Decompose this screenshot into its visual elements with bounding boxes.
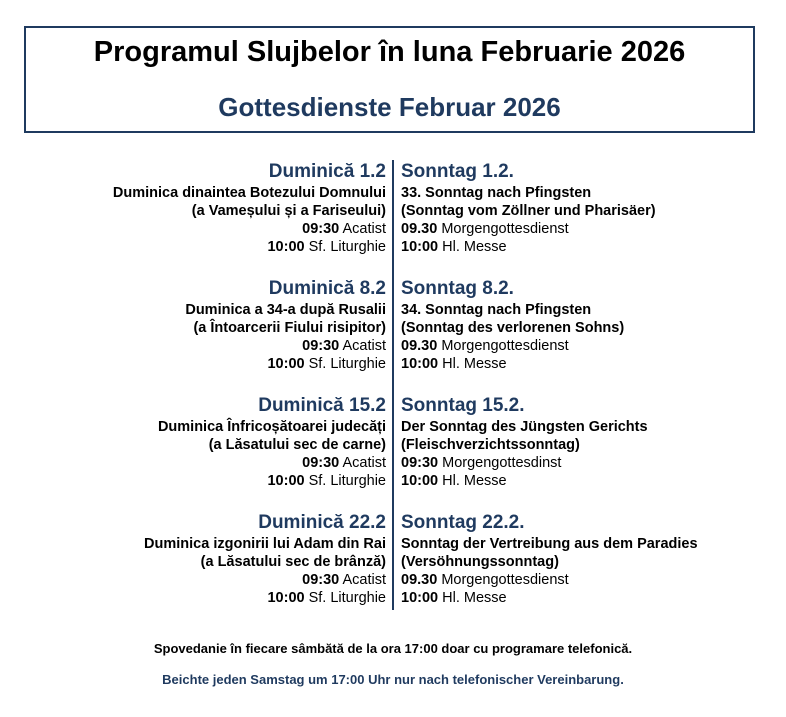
time-line-de — [401, 454, 648, 472]
time-label: Hl. Messe — [438, 590, 507, 606]
time-line-de — [401, 571, 698, 589]
time-line-ro — [185, 355, 386, 373]
service-de-4 — [401, 511, 698, 607]
day-heading-de: Sonntag 22.2. — [401, 512, 525, 533]
time-label: Sf. Liturghie — [304, 473, 386, 489]
time-label: Hl. Messe — [438, 473, 507, 489]
time-line-de — [401, 589, 698, 607]
time-value: 10:00 — [267, 473, 305, 489]
time-value: 09.30 — [401, 221, 438, 237]
time-line-de — [401, 238, 656, 256]
time-line-de — [401, 355, 624, 373]
service-de-3 — [401, 394, 648, 490]
day-heading-de: Sonntag 8.2. — [401, 278, 514, 299]
service-name-ro: Duminica dinaintea Botezului Domnului — [112, 185, 386, 201]
time-value: 09:30 — [302, 338, 340, 354]
service-name-ro: Duminica izgonirii lui Adam din Rai — [144, 536, 386, 552]
service-subtitle-ro: (a Întoarcerii Fiului risipitor) — [193, 320, 386, 336]
time-value: 10:00 — [267, 590, 305, 606]
time-value: 10:00 — [401, 239, 439, 255]
time-line-ro — [113, 238, 386, 256]
time-value: 09:30 — [302, 572, 340, 588]
service-subtitle-de: (Versöhnungssonntag) — [401, 554, 559, 570]
time-line-ro — [158, 472, 386, 490]
time-line-ro — [144, 589, 386, 607]
service-name-de: 34. Sonntag nach Pfingsten — [401, 302, 592, 318]
service-ro-1 — [113, 160, 386, 256]
time-line-de — [401, 337, 624, 355]
column-divider — [392, 160, 394, 610]
time-label: Sf. Liturghie — [304, 239, 386, 255]
day-heading-de: Sonntag 1.2. — [401, 161, 514, 182]
time-line-de — [401, 472, 648, 490]
service-ro-2 — [185, 277, 386, 373]
day-heading-de: Sonntag 15.2. — [401, 395, 525, 416]
time-line-ro — [185, 337, 386, 355]
footer-confession-ro: Spovedanie în fiecare sâmbătă de la ora 17:00 doar cu programare telefonică. — [153, 641, 633, 656]
header-box — [24, 26, 755, 133]
time-value: 09.30 — [401, 338, 438, 354]
time-label: Morgengottesdienst — [437, 221, 569, 237]
service-subtitle-de: (Sonntag vom Zöllner und Pharisäer) — [401, 203, 656, 219]
service-name-de: 33. Sonntag nach Pfingsten — [401, 185, 592, 201]
time-label: Acatist — [339, 221, 386, 237]
time-line-ro — [158, 454, 386, 472]
time-label: Morgengottesdienst — [437, 572, 569, 588]
time-line-ro — [113, 220, 386, 238]
service-ro-4 — [144, 511, 386, 607]
service-de-2 — [401, 277, 624, 373]
service-subtitle-ro: (a Lăsatului sec de brânză) — [200, 554, 386, 570]
time-label: Morgengottesdinst — [438, 455, 562, 471]
time-value: 09:30 — [401, 455, 439, 471]
time-value: 10:00 — [401, 356, 439, 372]
time-label: Hl. Messe — [438, 356, 507, 372]
service-subtitle-ro: (a Lăsatului sec de carne) — [208, 437, 386, 453]
day-heading-ro: Duminică 22.2 — [258, 512, 386, 533]
service-name-ro: Duminica Înfricoșătoarei judecăți — [157, 419, 386, 435]
service-name-ro: Duminica a 34-a după Rusalii — [185, 302, 386, 318]
time-line-de — [401, 220, 656, 238]
time-label: Hl. Messe — [438, 239, 507, 255]
time-value: 09:30 — [302, 455, 340, 471]
service-name-de: Sonntag der Vertreibung aus dem Paradies — [401, 536, 698, 552]
service-de-1 — [401, 160, 656, 256]
time-label: Morgengottesdienst — [437, 338, 569, 354]
time-label: Acatist — [339, 572, 386, 588]
time-value: 10:00 — [401, 590, 439, 606]
day-heading-ro: Duminică 1.2 — [268, 161, 386, 182]
service-subtitle-de: (Fleischverzichtssonntag) — [401, 437, 580, 453]
time-value: 10:00 — [401, 473, 439, 489]
title-german: Gottesdienste Februar 2026 — [218, 92, 561, 122]
time-value: 09:30 — [302, 221, 340, 237]
day-heading-ro: Duminică 15.2 — [258, 395, 386, 416]
time-label: Sf. Liturghie — [304, 356, 386, 372]
title-romanian: Programul Slujbelor în luna Februarie 2026 — [93, 36, 686, 68]
service-name-de: Der Sonntag des Jüngsten Gerichts — [401, 419, 648, 435]
time-line-ro — [144, 571, 386, 589]
day-heading-ro: Duminică 8.2 — [268, 278, 386, 299]
time-value: 10:00 — [267, 239, 305, 255]
time-label: Acatist — [339, 338, 386, 354]
service-subtitle-de: (Sonntag des verlorenen Sohns) — [401, 320, 625, 336]
service-ro-3 — [158, 394, 386, 490]
service-subtitle-ro: (a Vameșului și a Fariseului) — [191, 203, 386, 219]
time-label: Acatist — [339, 455, 386, 471]
time-value: 09.30 — [401, 572, 438, 588]
footer-confession-de: Beichte jeden Samstag um 17:00 Uhr nur nach telefonischer Vereinbarung. — [162, 672, 624, 687]
time-label: Sf. Liturghie — [304, 590, 386, 606]
time-value: 10:00 — [267, 356, 305, 372]
